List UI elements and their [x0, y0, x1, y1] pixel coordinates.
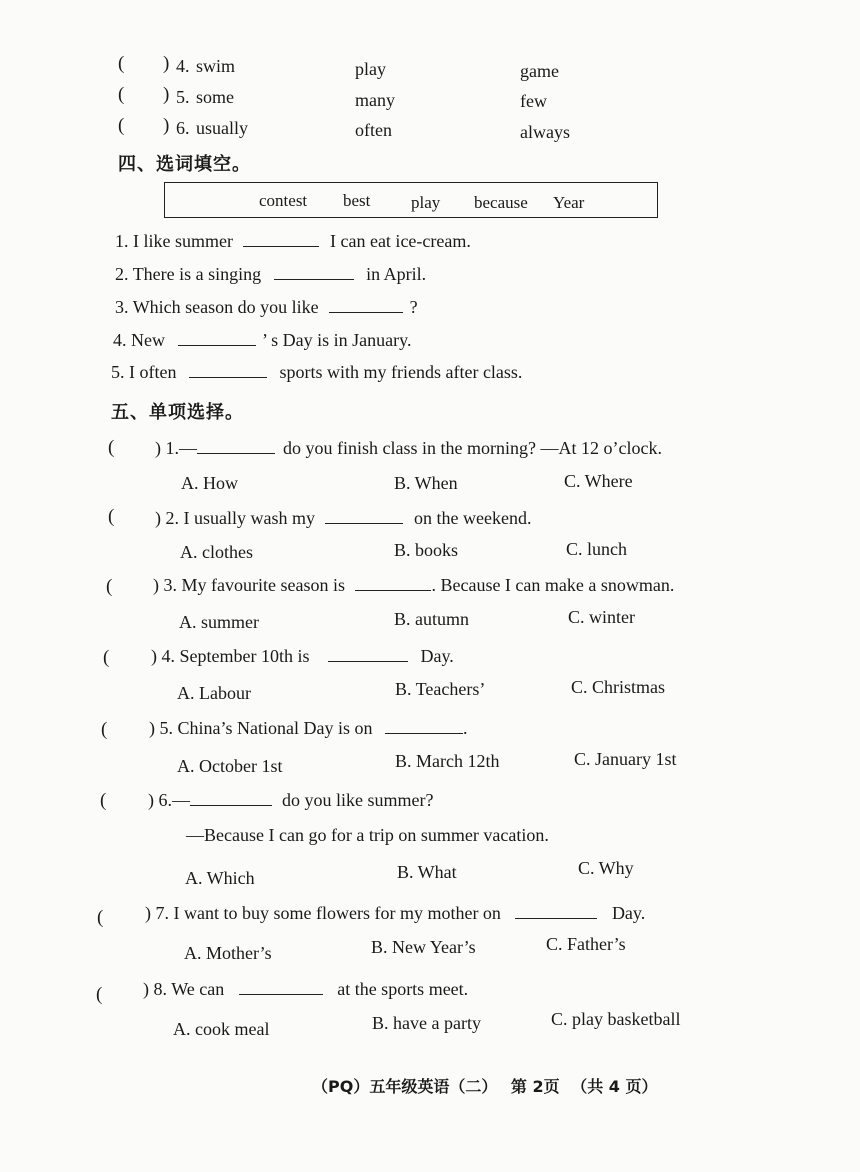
item-text: New: [131, 330, 165, 350]
option: C. Christmas: [571, 677, 666, 697]
fill-item: [111, 362, 522, 383]
option: A. Which: [185, 868, 255, 888]
question-text: —: [179, 438, 197, 458]
answer-paren-close: ): [163, 115, 170, 136]
footer-page: 第 2页: [510, 1077, 560, 1096]
item-option: play: [355, 59, 386, 79]
fill-item: [115, 264, 426, 285]
question-paren-close: ): [148, 790, 154, 810]
answer-blank[interactable]: [274, 265, 354, 280]
answer-blank[interactable]: [189, 363, 267, 378]
mc-question: [143, 979, 468, 1000]
option: C. Where: [564, 471, 633, 491]
word-bank-word: play: [411, 193, 441, 212]
answer-blank[interactable]: [328, 647, 408, 662]
item-option: often: [355, 120, 392, 140]
question-text: do you like summer?: [282, 790, 434, 810]
item-dot: .: [185, 118, 190, 138]
option: A. clothes: [180, 542, 253, 562]
question-number: 6.: [158, 790, 172, 810]
question-text: Day.: [420, 646, 454, 666]
fill-item: [115, 297, 418, 318]
question-text: I want to buy some flowers for my mother on: [173, 903, 501, 923]
item-text: ’ s Day is in January.: [262, 330, 412, 350]
question-paren-close: ): [155, 508, 161, 528]
answer-paren-open: (: [108, 506, 115, 527]
question-text: .: [462, 718, 468, 738]
item-dot: .: [185, 56, 190, 76]
option: B. have a party: [372, 1013, 481, 1033]
fill-item: [113, 330, 411, 351]
question-text: at the sports meet.: [337, 979, 469, 999]
mc-question: [151, 646, 454, 667]
question-line: —Because I can go for a trip on summer vacation.: [186, 825, 549, 845]
answer-blank[interactable]: [325, 509, 403, 524]
question-text: September 10th is: [179, 646, 310, 666]
answer-paren-open: (: [101, 719, 108, 740]
question-number: 4.: [161, 646, 175, 666]
question-paren-close: ): [149, 718, 155, 738]
word-bank-word: contest: [259, 191, 308, 210]
option: A. Labour: [177, 683, 251, 703]
option: B. autumn: [394, 609, 469, 629]
item-word: swim: [196, 56, 236, 76]
answer-blank[interactable]: [355, 576, 431, 591]
footer-total: （共 4 页）: [571, 1077, 658, 1096]
item-option: always: [520, 122, 570, 142]
answer-blank[interactable]: [385, 719, 463, 734]
option: C. winter: [568, 607, 635, 627]
item-text: I often: [129, 362, 177, 382]
item-text: in April.: [366, 264, 427, 284]
section-heading: 五、单项选择。: [111, 402, 244, 423]
answer-paren-open: (: [103, 647, 110, 668]
mc-question: [155, 508, 531, 529]
option: B. March 12th: [395, 751, 500, 771]
option: B. What: [397, 862, 457, 882]
option: A. cook meal: [173, 1019, 270, 1039]
item-word: usually: [196, 118, 248, 138]
mc-question: [153, 575, 674, 596]
answer-blank[interactable]: [178, 331, 256, 346]
answer-paren-close: ): [163, 84, 170, 105]
item-option: many: [355, 90, 395, 110]
answer-paren-open: (: [97, 907, 104, 928]
word-bank-box: [164, 182, 658, 218]
mc-question: [155, 438, 662, 459]
question-text: on the weekend.: [413, 508, 532, 528]
question-number: 8.: [153, 979, 167, 999]
question-text: My favourite season is: [181, 575, 345, 595]
option: B. When: [394, 473, 458, 493]
question-number: 2.: [165, 508, 179, 528]
question-number: 7.: [155, 903, 169, 923]
answer-paren-open: (: [108, 437, 115, 458]
answer-blank[interactable]: [243, 232, 319, 247]
question-number: 1.: [165, 438, 179, 458]
item-text: ?: [409, 297, 418, 317]
question-text: We can: [171, 979, 225, 999]
answer-paren-open: (: [96, 984, 103, 1005]
mc-question: [149, 718, 467, 739]
item-text: Which season do you like: [132, 297, 319, 317]
option: C. play basketball: [551, 1009, 681, 1029]
item-number: 1.: [115, 231, 129, 251]
question-number: 5.: [159, 718, 173, 738]
fill-item: [115, 231, 471, 252]
answer-paren-close: ): [163, 53, 170, 74]
footer-title: （PQ）五年级英语（二）: [312, 1077, 498, 1096]
item-number: 4.: [113, 330, 127, 350]
option: C. January 1st: [574, 749, 677, 769]
answer-paren-open: (: [118, 84, 125, 105]
mc-question: [148, 790, 433, 811]
question-paren-close: ): [155, 438, 161, 458]
option: A. How: [181, 473, 238, 493]
question-text: . Because I can make a snowman.: [431, 575, 675, 595]
word-bank-word: because: [474, 193, 528, 212]
answer-paren-open: (: [106, 576, 113, 597]
item-number: 2.: [115, 264, 129, 284]
question-text: I usually wash my: [183, 508, 315, 528]
question-number: 3.: [163, 575, 177, 595]
item-number: 6: [176, 118, 185, 138]
answer-paren-open: (: [118, 115, 125, 136]
answer-blank[interactable]: [239, 980, 323, 995]
answer-blank[interactable]: [515, 904, 597, 919]
answer-blank[interactable]: [329, 298, 403, 313]
option: C. Why: [578, 858, 634, 878]
option: A. October 1st: [177, 756, 283, 776]
option: C. Father’s: [546, 934, 626, 954]
item-number: 5: [176, 87, 185, 107]
question-paren-close: ): [153, 575, 159, 595]
page-footer: [312, 1074, 658, 1097]
question-text: —: [172, 790, 190, 810]
option: B. books: [394, 540, 459, 560]
answer-paren-open: (: [100, 790, 107, 811]
item-option: game: [520, 61, 559, 81]
option: A. summer: [179, 612, 259, 632]
answer-blank[interactable]: [197, 439, 275, 454]
option: C. lunch: [566, 539, 627, 559]
question-text: do you finish class in the morning? —At 12 o’clock.: [283, 438, 662, 458]
question-paren-close: ): [145, 903, 151, 923]
option: B. New Year’s: [371, 937, 476, 957]
item-number: 3.: [115, 297, 129, 317]
question-text: China’s National Day is on: [177, 718, 373, 738]
option: A. Mother’s: [184, 943, 272, 963]
item-dot: .: [185, 87, 190, 107]
item-text: I like summer: [133, 231, 233, 251]
answer-blank[interactable]: [190, 791, 272, 806]
item-text: I can eat ice-cream.: [329, 231, 471, 251]
item-word: some: [196, 87, 234, 107]
item-text: There is a singing: [132, 264, 262, 284]
word-bank-word: Year: [553, 193, 585, 212]
question-paren-close: ): [151, 646, 157, 666]
option: B. Teachers’: [395, 679, 486, 699]
answer-paren-open: (: [118, 53, 125, 74]
word-bank-word: best: [343, 191, 371, 210]
question-paren-close: ): [143, 979, 149, 999]
question-text: Day.: [611, 903, 646, 923]
item-number: 5.: [111, 362, 125, 382]
item-number: 4: [176, 56, 185, 76]
section-heading: 四、选词填空。: [118, 154, 251, 175]
item-option: few: [520, 91, 547, 111]
mc-question: [145, 903, 645, 924]
item-text: sports with my friends after class.: [279, 362, 523, 382]
